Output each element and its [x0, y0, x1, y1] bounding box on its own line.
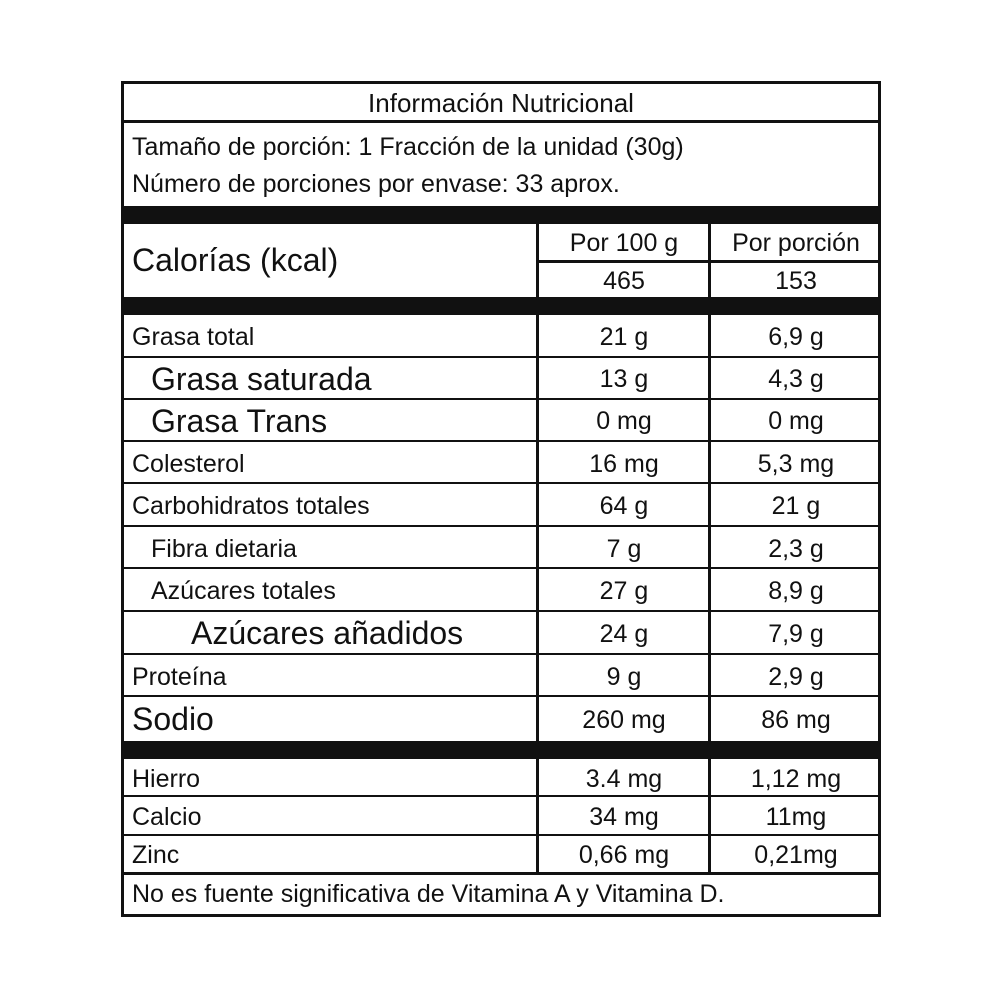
value-per-serving: 1,12 mg	[750, 765, 842, 793]
panel-title: Información Nutricional	[368, 88, 634, 118]
value-per-100g: 21 g	[599, 323, 649, 351]
value-per-serving: 4,3 g	[768, 365, 824, 393]
column-header-per-100g: Por 100 g	[569, 229, 679, 257]
value-per-serving: 21 g	[771, 492, 821, 520]
table-row	[124, 315, 878, 358]
table-row	[124, 759, 878, 797]
serving-size: Tamaño de porción: 1 Fracción de la unidad (30g)	[132, 133, 684, 161]
nutrient-name: Proteína	[132, 663, 227, 691]
value-per-100g: 24 g	[599, 620, 649, 648]
value-per-100g: 9 g	[606, 663, 642, 691]
calories-per-serving: 153	[775, 267, 817, 295]
value-per-serving: 8,9 g	[768, 577, 824, 605]
servings-per-container: Número de porciones por envase: 33 aprox.	[132, 170, 620, 198]
nutrient-name: Grasa Trans	[151, 403, 328, 439]
value-per-100g: 0,66 mg	[578, 841, 670, 869]
value-per-serving: 2,3 g	[768, 535, 824, 563]
table-row	[124, 655, 878, 697]
thick-divider	[124, 741, 878, 759]
thick-divider	[124, 206, 878, 224]
value-per-serving: 0,21mg	[754, 841, 838, 869]
value-per-serving: 2,9 g	[768, 663, 824, 691]
mineral-name: Zinc	[132, 841, 180, 869]
nutrient-name: Carbohidratos totales	[132, 492, 370, 520]
value-per-100g: 16 mg	[589, 450, 659, 478]
value-per-100g: 0 mg	[596, 407, 652, 435]
nutrient-name: Fibra dietaria	[151, 535, 297, 563]
table-row	[124, 442, 878, 484]
table-row	[124, 797, 878, 836]
thick-divider	[124, 297, 878, 315]
calories-label: Calorías (kcal)	[132, 242, 339, 278]
value-per-serving: 5,3 mg	[757, 450, 835, 478]
table-row	[124, 836, 878, 874]
value-per-100g: 7 g	[606, 535, 642, 563]
nutrient-name: Grasa total	[132, 323, 255, 351]
value-per-serving: 0 mg	[768, 407, 824, 435]
column-header-per-serving: Por porción	[732, 229, 860, 257]
nutrient-name: Grasa saturada	[151, 361, 372, 397]
value-per-100g: 27 g	[599, 577, 649, 605]
table-row	[124, 569, 878, 612]
nutrient-name: Colesterol	[132, 450, 245, 478]
nutrient-name: Azúcares añadidos	[191, 615, 464, 651]
value-per-serving: 11mg	[765, 803, 827, 831]
value-per-serving: 6,9 g	[768, 323, 824, 351]
table-row	[124, 527, 878, 569]
nutrient-name: Azúcares totales	[151, 577, 336, 605]
mineral-name: Calcio	[132, 803, 202, 831]
value-per-100g: 3.4 mg	[585, 765, 663, 793]
table-row	[124, 400, 878, 442]
table-row	[124, 358, 878, 400]
value-per-100g: 260 mg	[582, 706, 666, 734]
calories-per-100g: 465	[603, 267, 645, 295]
value-per-serving: 7,9 g	[768, 620, 824, 648]
nutrition-facts-panel	[121, 81, 881, 917]
value-per-serving: 86 mg	[761, 706, 831, 734]
table-row	[124, 697, 878, 741]
value-per-100g: 34 mg	[589, 803, 659, 831]
mineral-name: Hierro	[132, 765, 201, 793]
table-row	[124, 484, 878, 527]
nutrient-name: Sodio	[132, 701, 214, 737]
footer-note: No es fuente significativa de Vitamina A y Vitamina D.	[132, 880, 725, 908]
value-per-100g: 64 g	[599, 492, 649, 520]
table-row	[124, 612, 878, 655]
value-per-100g: 13 g	[599, 365, 649, 393]
divider	[124, 120, 878, 123]
